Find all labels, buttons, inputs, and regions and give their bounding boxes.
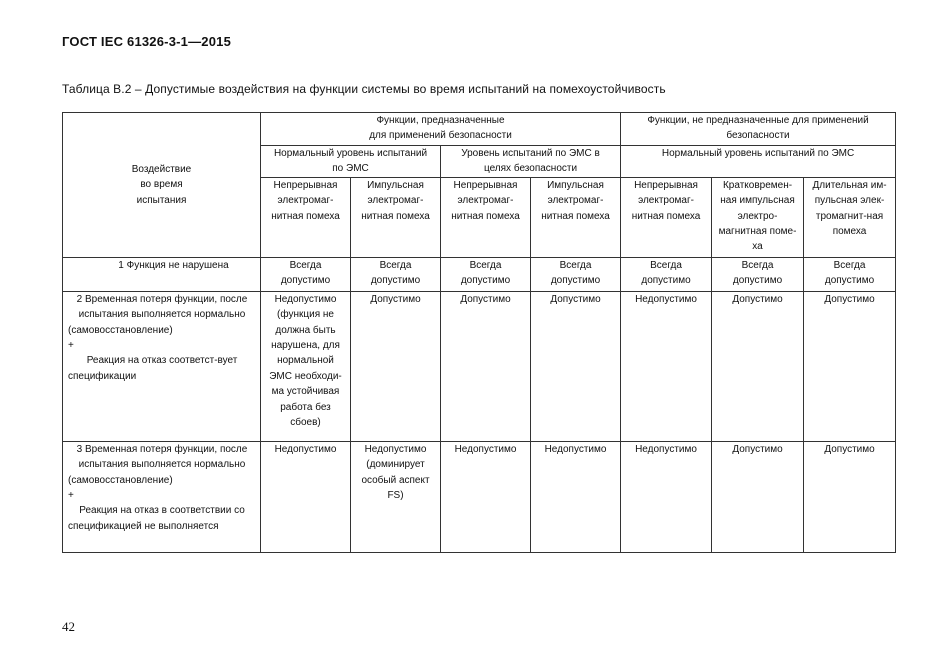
table-cell: Допустимо: [351, 291, 441, 441]
header-group-non-safety: Функции, не предназначенные для применений безопасности: [621, 113, 896, 146]
table-cell: Допустимо: [804, 291, 896, 441]
table-cell: Недопустимо: [621, 441, 712, 552]
table-cell: Допустимо: [804, 441, 896, 552]
table-cell: Всегда допустимо: [351, 257, 441, 291]
header-phenomenon: Длительная им- пульсная элек- тромагнит-ная помеха: [804, 177, 896, 257]
table-cell: Допустимо: [531, 291, 621, 441]
header-normal-level: Нормальный уровень испытаний по ЭМС: [261, 146, 441, 178]
table-cell: Всегда допустимо: [621, 257, 712, 291]
table-cell: Всегда допустимо: [531, 257, 621, 291]
table-cell: Недопустимо (доминирует особый аспект FS): [351, 441, 441, 552]
table-row: [63, 291, 896, 441]
row-label: 1 Функция не нарушена: [63, 257, 261, 291]
table-cell: Допустимо: [441, 291, 531, 441]
table-cell: Всегда допустимо: [261, 257, 351, 291]
header-non-safety-level: Нормальный уровень испытаний по ЭМС: [621, 146, 896, 178]
table-row: [63, 257, 896, 291]
header-phenomenon: Непрерывная электромаг- нитная помеха: [261, 177, 351, 257]
table-cell: Недопустимо: [261, 441, 351, 552]
table-caption: Таблица В.2 – Допустимые воздействия на функции системы во время испытаний на помехоустойчивость: [62, 82, 666, 96]
table-cell: Недопустимо (функция не должна быть нарушена, для нормальной ЭМС необходи- ма устойчивая работа без сбоев): [261, 291, 351, 441]
row-label: 3 Временная потеря функции, после испытания выполняется нормально (самовосстановление) + Реакция на отказ в соответствии со спецификацией не выполняется: [63, 441, 261, 552]
table-cell: Всегда допустимо: [712, 257, 804, 291]
table-cell: Допустимо: [712, 291, 804, 441]
table-cell: Недопустимо: [441, 441, 531, 552]
header-phenomenon: Непрерывная электромаг- нитная помеха: [441, 177, 531, 257]
header-group-safety: Функции, предназначенные для применений безопасности: [261, 113, 621, 146]
header-safety-level: Уровень испытаний по ЭМС в целях безопасности: [441, 146, 621, 178]
table-row: [63, 441, 896, 552]
effects-table: [62, 112, 896, 553]
table-cell: Допустимо: [712, 441, 804, 552]
page-number: 42: [62, 619, 75, 634]
header-phenomenon: Импульсная электромаг- нитная помеха: [531, 177, 621, 257]
header-phenomenon: Импульсная электромаг- нитная помеха: [351, 177, 441, 257]
table-cell: Недопустимо: [621, 291, 712, 441]
standard-header: ГОСТ IEC 61326-3-1—2015: [62, 34, 231, 49]
row-label: 2 Временная потеря функции, после испытания выполняется нормально (самовосстановление) + Реакция на отказ соответст-вует спецификации: [63, 291, 261, 441]
table-cell: Недопустимо: [531, 441, 621, 552]
table-cell: Всегда допустимо: [804, 257, 896, 291]
header-phenomenon: Кратковремен- ная импульсная электро- магнитная поме- ха: [712, 177, 804, 257]
header-effect: Воздействие во время испытания: [63, 113, 261, 258]
table-cell: Всегда допустимо: [441, 257, 531, 291]
header-phenomenon: Непрерывная электромаг- нитная помеха: [621, 177, 712, 257]
